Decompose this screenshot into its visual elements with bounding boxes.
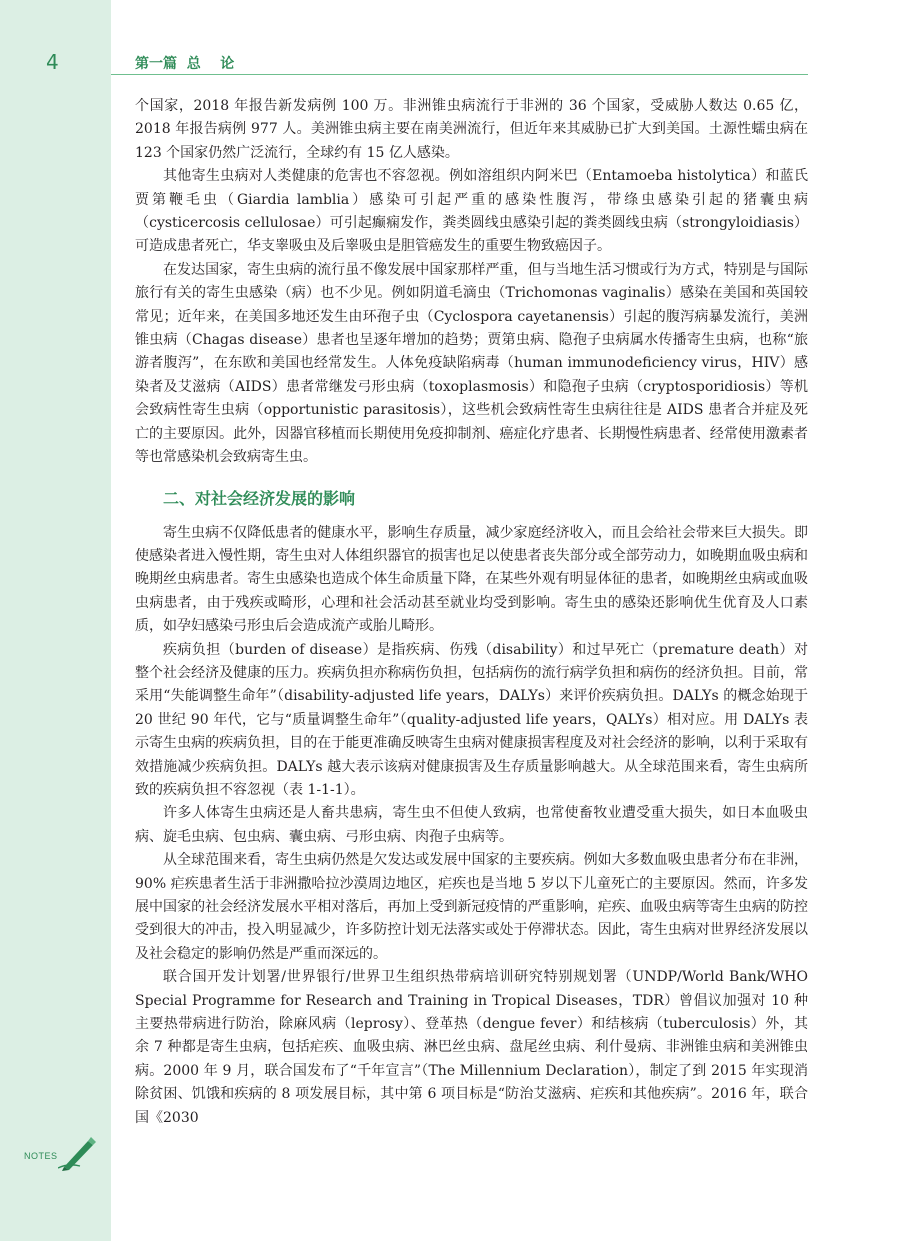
running-header: 第一篇 总 论 — [135, 56, 235, 72]
margin-band — [0, 0, 111, 1241]
body-paragraph: 疾病负担（burden of disease）是指疾病、伤残（disability）和过早死亡（premature death）对整个社会经济及健康的压力。疾病负担亦称病伤负担，包括病伤的流行病学负担和病伤的经济负担。目前，常采用“失能调整生命年”（disability-adjusted life years，DALYs）来评价疾病负担。DALYs 的概念始现于 20 世纪 90 年代，它与“质量调整生命年”（quality-adjusted life years，QALYs）相对应。用 DALYs 表示寄生虫病的疾病负担，目的在于能更准确反映寄生虫病对健康损害程度及对社会经济的影响，以利于采取有效措施减少疾病负担。DALYs 越大表示该病对健康损害及生存质量影响越大。从全球范围来看，寄生虫病所致的疾病负担不容忽视（表 1-1-1）。 — [135, 641, 808, 798]
page-number: 4 — [46, 50, 59, 74]
notes-label: NOTES — [24, 1151, 58, 1161]
main-content — [135, 95, 808, 1130]
pen-icon — [58, 1135, 98, 1171]
body-paragraph: 其他寄生虫病对人类健康的危害也不容忽视。例如溶组织内阿米巴（Entamoeba histolytica）和蓝氏贾第鞭毛虫（Giardia lamblia）感染可引起严重的感染性腹泻，带绦虫感染引起的猪囊虫病（cysticercosis cellulosae）可引起癫痫发作，粪类圆线虫感染引起的粪类圆线虫病（strongyloidiasis）可造成患者死亡，华支睾吸虫及后睾吸虫是胆管癌发生的重要生物致癌因子。 — [135, 168, 808, 255]
body-paragraph: 联合国开发计划署/世界银行/世界卫生组织热带病培训研究特别规划署（UNDP/World Bank/WHO Special Programme for Research and Training in Tropical Diseases，TDR）曾倡议加强对 10 种主要热带病进行防治，除麻风病（leprosy）、登革热（dengue fever）和结核病（tuberculosis）外，其余 7 种都是寄生虫病，包括疟疾、血吸虫病、淋巴丝虫病、盘尾丝虫病、利什曼病、非洲锥虫病和美洲锥虫病。2000 年 9 月，联合国发布了“千年宣言”（The Millennium Declaration），制定了到 2015 年实现消除贫困、饥饿和疾病的 8 项发展目标，其中第 6 项目标是“防治艾滋病、疟疾和其他疾病”。2016 年，联合国《2030 — [135, 969, 808, 1126]
body-paragraph: 个国家，2018 年报告新发病例 100 万。非洲锥虫病流行于非洲的 36 个国家，受威胁人数达 0.65 亿，2018 年报告病例 977 人。美洲锥虫病主要在南美洲流行，但近年来其威胁已扩大到美国。土源性蠕虫病在 123 个国家仍然广泛流行，全球约有 15 亿人感染。 — [135, 98, 808, 161]
body-paragraph: 许多人体寄生虫病还是人畜共患病，寄生虫不但使人致病，也常使畜牧业遭受重大损失，如日本血吸虫病、旋毛虫病、包虫病、囊虫病、弓形虫病、肉孢子虫病等。 — [135, 805, 808, 845]
notes-badge — [24, 1135, 104, 1175]
section-heading: 二、对社会经济发展的影响 — [163, 488, 356, 508]
body-paragraph: 从全球范围来看，寄生虫病仍然是欠发达或发展中国家的主要疾病。例如大多数血吸虫患者分布在非洲，90% 疟疾患者生活于非洲撒哈拉沙漠周边地区，疟疾也是当地 5 岁以下儿童死亡的主要原因。然而，许多发展中国家的社会经济发展水平相对落后，再加上受到新冠疫情的严重影响，疟疾、血吸虫病等寄生虫病的防控受到很大的冲击，投入明显减少，许多防控计划无法落实或处于停滞状态。因此，寄生虫病对世界经济发展以及社会稳定的影响仍然是严重而深远的。 — [135, 852, 808, 962]
body-paragraph: 寄生虫病不仅降低患者的健康水平，影响生存质量，减少家庭经济收入，而且会给社会带来巨大损失。即使感染者进入慢性期，寄生虫对人体组织器官的损害也足以使患者丧失部分或全部劳动力，如晚期血吸虫病和晚期丝虫病患者。寄生虫感染也造成个体生命质量下降，在某些外观有明显体征的患者，如晚期丝虫病或血吸虫病患者，由于残疾或畸形，心理和社会活动甚至就业均受到影响。寄生虫的感染还影响优生优育及人口素质，如孕妇感染弓形虫后会造成流产或胎儿畸形。 — [135, 524, 808, 635]
header-divider — [111, 74, 808, 75]
body-paragraph: 在发达国家，寄生虫病的流行虽不像发展中国家那样严重，但与当地生活习惯或行为方式，特别是与国际旅行有关的寄生虫感染（病）也不少见。例如阴道毛滴虫（Trichomonas vaginalis）感染在美国和英国较常见；近年来，在美国多地还发生由环孢子虫（Cyclospora cayetanensis）引起的腹泻病暴发流行，美洲锥虫病（Chagas disease）患者也呈逐年增加的趋势；贾第虫病、隐孢子虫病属水传播寄生虫病，也称“旅游者腹泻”，在东欧和美国也经常发生。人体免疫缺陷病毒（human immunodeficiency virus，HIV）感染者及艾滋病（AIDS）患者常继发弓形虫病（toxoplasmosis）和隐孢子虫病（cryptosporidiosis）等机会致病性寄生虫病（opportunistic parasitosis），这些机会致病性寄生虫病往往是 AIDS 患者合并症及死亡的主要原因。此外，因器官移植而长期使用免疫抑制剂、癌症化疗患者、长期慢性病患者、经常使用激素者等也常感染机会致病寄生虫。 — [135, 261, 808, 466]
